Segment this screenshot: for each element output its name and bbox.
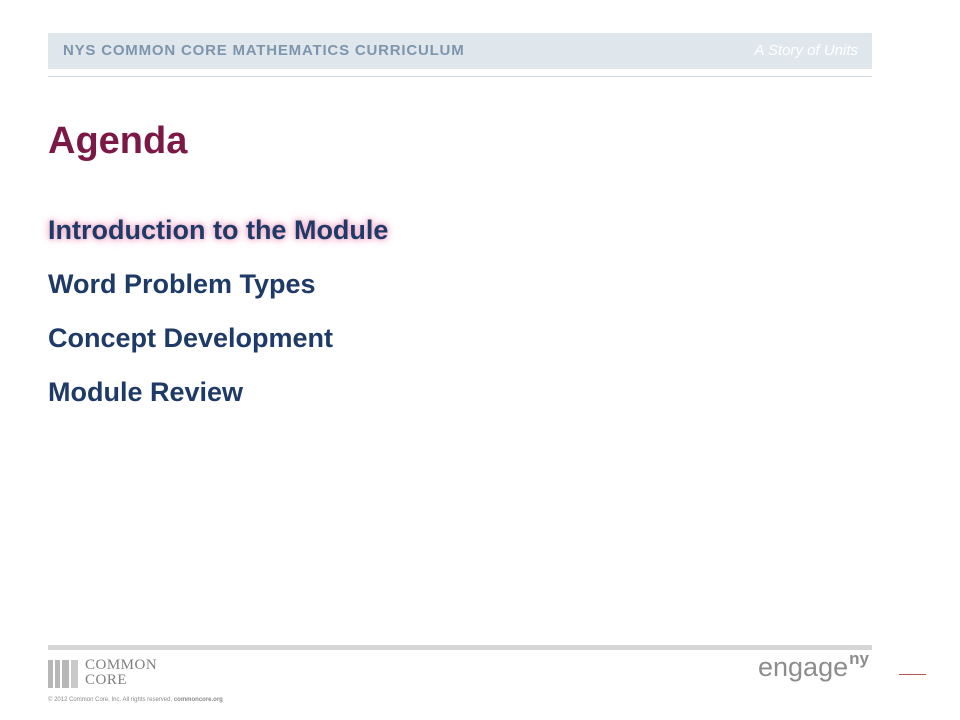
header-divider [48, 76, 872, 77]
footer-divider [48, 645, 872, 650]
engage-logo-word: engage [758, 652, 849, 682]
copyright-notice [48, 697, 223, 703]
series-label: A Story of Units [754, 42, 858, 59]
curriculum-label: NYS COMMON CORE MATHEMATICS CURRICULUM [63, 42, 465, 59]
agenda-item-introduction: Introduction to the Module [48, 215, 389, 245]
engage-logo-sup: ny [849, 649, 869, 668]
common-core-logo-line2: CORE [85, 672, 128, 688]
copyright-text: © 2012 Common Core, Inc. All rights reserved. [48, 697, 173, 703]
agenda-item-word-problem-types: Word Problem Types [48, 269, 316, 299]
page-accent-line [899, 674, 926, 675]
page-title: Agenda [48, 120, 188, 162]
copyright-site: commoncore.org [173, 697, 223, 703]
agenda-item-module-review: Module Review [48, 377, 244, 407]
common-core-logo-line1: COMMON [85, 657, 158, 673]
common-core-logo-text [85, 658, 157, 688]
common-core-logo-icon [48, 660, 78, 688]
header-band [48, 33, 872, 69]
agenda-list [48, 210, 388, 426]
agenda-item-concept-development: Concept Development [48, 323, 334, 353]
engageny-logo [758, 649, 869, 682]
